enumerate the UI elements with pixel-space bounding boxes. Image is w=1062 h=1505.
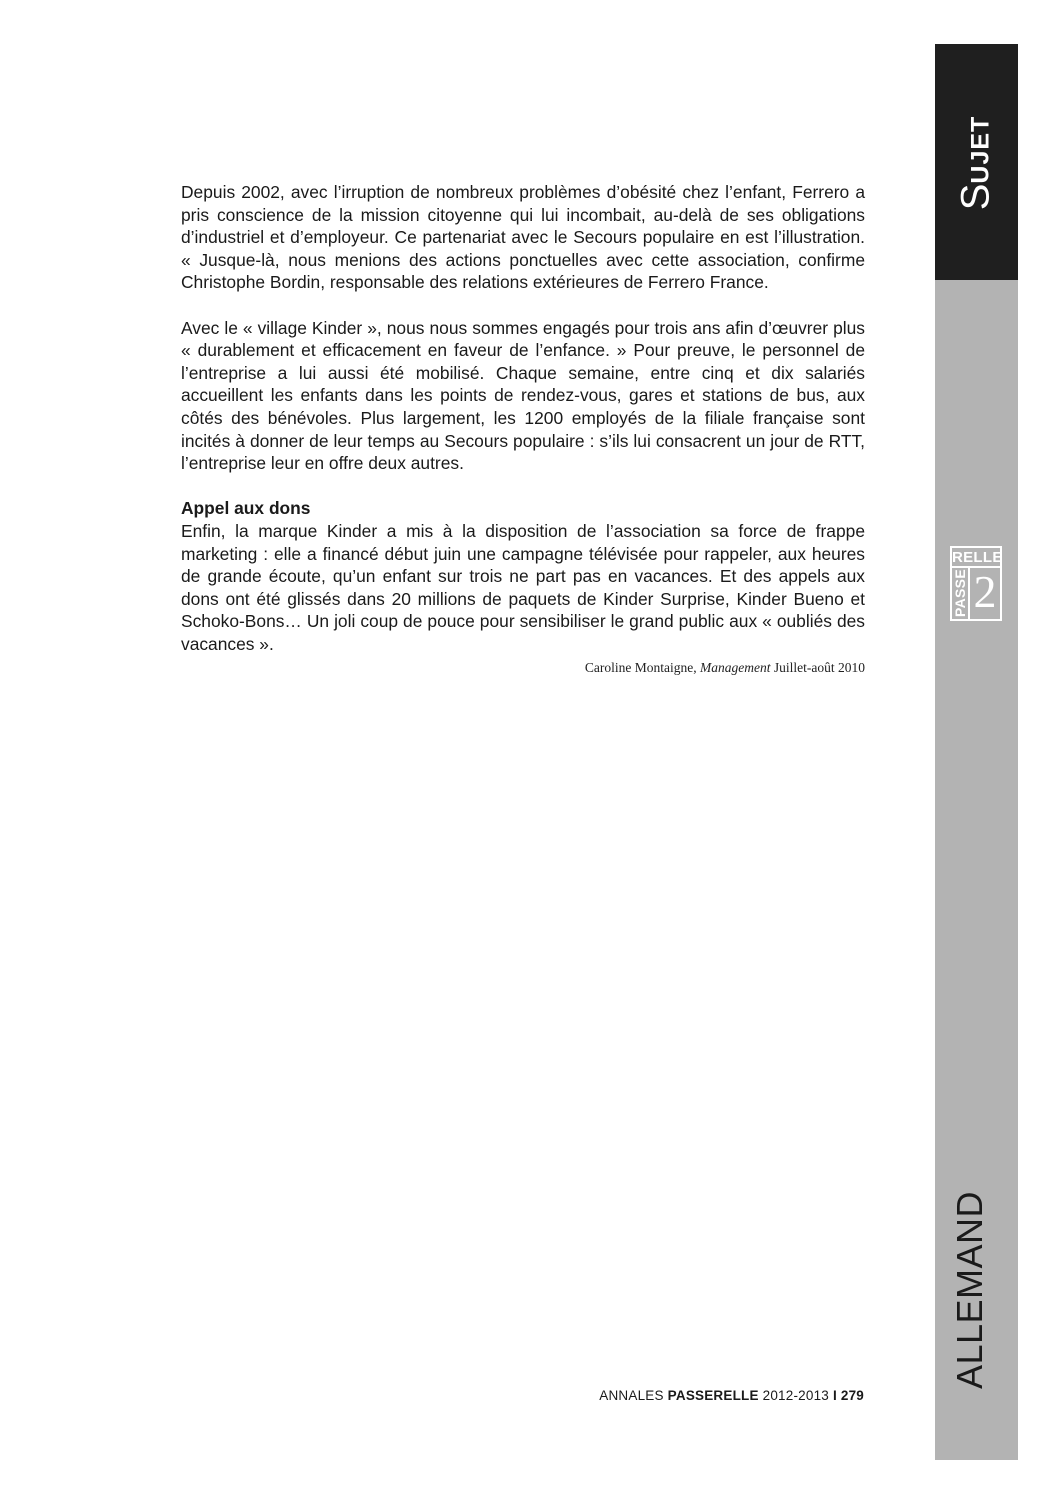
footer-brand: PASSERELLE — [667, 1388, 759, 1403]
footer-separator: I — [832, 1388, 837, 1403]
sujet-label — [954, 116, 999, 211]
logo-side-text: PASSE — [952, 569, 968, 617]
source-citation — [181, 659, 865, 677]
paragraph-2: Avec le « village Kinder », nous nous sommes engagés pour trois ans afin d’œuvrer plus « durablement et efficacement en faveur de l’enfance. » Pour preuve, le personnel de l’entreprise a lui aussi été mobilisé. Chaque semaine, entre cinq et dix salariés accueillent les enfants dans les points de rendez-vous, gares et stations de bus, aux côtés des bénévoles. Plus largement, les 1200 employés de la filiale française sont incités à donner de leur temps au Secours populaire : s’ils lui consacrent un jour de RTT, l’entreprise leur en offre deux autres. — [181, 317, 865, 474]
source-date: Juillet-août 2010 — [773, 660, 865, 676]
logo-side-box — [952, 568, 970, 619]
sujet-initial: S — [953, 183, 998, 211]
article-body — [181, 181, 865, 677]
source-publication: Management — [700, 660, 771, 676]
page-footer — [599, 1388, 864, 1403]
section-title: Appel aux dons — [181, 498, 311, 519]
source-author: Caroline Montaigne, — [584, 660, 697, 676]
logo-number: 2 — [973, 566, 997, 617]
footer-years: 2012-2013 — [762, 1388, 830, 1403]
paragraph-3: Enfin, la marque Kinder a mis à la disposition de l’association sa force de frappe marketing : elle a financé début juin une campagne télévisée pour rappeler, aux heures de grande écoute, qu’un enfant sur trois ne part pas en vacances. Et des appels aux dons ont été glissés dans 20 millions de paquets de Kinder Surprise, Kinder Bueno et Schoko-Bons… Un joli coup de pouce pour sensibiliser le grand public aux « oubliés des vacances ». — [181, 520, 865, 654]
footer-prefix: ANNALES — [599, 1388, 664, 1403]
subject-label: ALLEMAND — [949, 1190, 990, 1390]
paragraph-1: Depuis 2002, avec l’irruption de nombreux problèmes d’obésité chez l’enfant, Ferrero a pris conscience de la mission citoyenne qui lui incombait, au-delà de ses obligations d’industriel et d’employeur. Ce partenariat avec le Secours populaire en est l’illustration. « Jusque-là, nous menions des actions ponctuelles avec cette association, confirme Christophe Bordin, responsable des relations extérieures de Ferrero France. — [181, 182, 865, 293]
passerelle-2-logo — [950, 546, 1002, 621]
page-number: 279 — [840, 1388, 864, 1403]
logo-top-text: RELLE — [952, 549, 1003, 566]
sujet-rest: UJET — [966, 115, 995, 184]
